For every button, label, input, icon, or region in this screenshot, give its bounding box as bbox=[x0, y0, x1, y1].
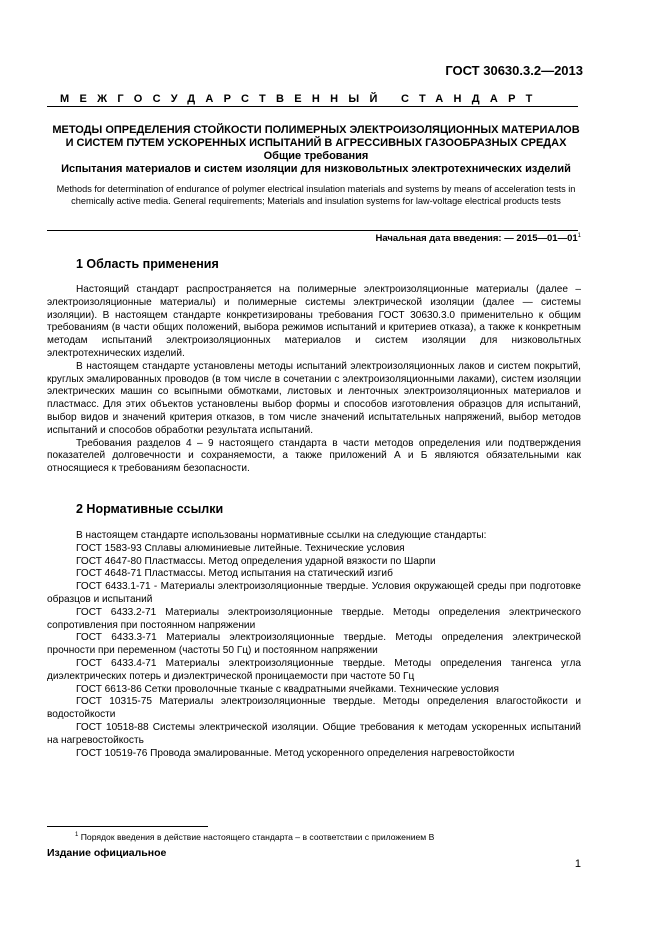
official-edition-label: Издание официальное bbox=[47, 847, 167, 859]
reference-item: ГОСТ 4648-71 Пластмассы. Метод испытания на статический изгиб bbox=[76, 568, 393, 580]
section-1-heading: 1 Область применения bbox=[76, 257, 219, 271]
reference-item: ГОСТ 6433.1-71 - Материалы электроизоляционные твердые. Условия окружающей среды при подготовке образцов и испытаний bbox=[47, 581, 581, 605]
page-number: 1 bbox=[574, 858, 581, 870]
interstate-standard-label: МЕЖГОСУДАРСТВЕННЫЙ СТАНДАРТ bbox=[60, 93, 543, 105]
reference-item: ГОСТ 6433.4-71 Материалы электроизоляционные твердые. Методы определения тангенса угла диэлектрических потерь и диэлектрической проницаемости при частоте 50 Гц bbox=[47, 657, 581, 682]
reference-item: ГОСТ 6613-86 Сетки проволочные тканые с квадратными ячейками. Технические условия bbox=[76, 683, 499, 695]
intro-date bbox=[375, 233, 581, 244]
reference-item: ГОСТ 6433.3-71 Материалы электроизоляционные твердые. Методы определения электрической прочности при переменном (частоты 50 Гц) и постоянном напряжении bbox=[47, 632, 581, 657]
reference-item: ГОСТ 4647-80 Пластмассы. Метод определения ударной вязкости по Шарпи bbox=[76, 555, 436, 567]
reference-item: ГОСТ 10519-76 Провода эмалированные. Метод ускоренного определения нагревостойкости bbox=[76, 747, 515, 759]
paragraph: В настоящем стандарте установлены методы испытаний электроизоляционных лаков и систем покрытий, круглых эмалированных проводов (в том числе в сочетании с электроизоляционными лаками), систем изоляции электрических машин со всыпными обмотками, листовых и ленточных электроизоляционных материалов и пластмасс. Для этих объектов установлены выбор формы и способов изготовления образцов для испытаний, выбор видов и значений критерия отказов, в том числе значений испытательных напряжений, выбор методов испытаний и способов обработки результата испытаний. bbox=[47, 360, 581, 436]
title-line-2: И СИСТЕМ ПУТЕМ УСКОРЕННЫХ ИСПЫТАНИЙ В АГРЕССИВНЫХ ГАЗООБРАЗНЫХ СРЕДАХ bbox=[65, 137, 567, 149]
paragraph: Требования разделов 4 – 9 настоящего стандарта в части методов определения или подтверждения показателей долговечности и сохраняемости, а также приложений А и Б являются обязательными как относящиеся к требованиям безопасности. bbox=[47, 437, 581, 475]
title-line-4: Испытания материалов и систем изоляции для низковольтных электротехнических изделий bbox=[61, 163, 571, 175]
section-2-heading: 2 Нормативные ссылки bbox=[76, 502, 224, 516]
footnote-text: Порядок введения в действие настоящего стандарта – в соответствии с приложением В bbox=[80, 832, 435, 842]
footnote bbox=[75, 832, 434, 842]
paragraph: Настоящий стандарт распространяется на полимерные электроизоляционные материалы (далее – электроизоляционные материалы) и полимерные системы электрической изоляции (далее — системы изоляции). В настоящем стандарте конкретизированы требования ГОСТ 30630.3.0 применительно к общим требованиям (в части общих положений, выбора режимов испытаний и критериев отказа), а также к конкретным методам испытаний электроизоляционных материалов и систем изоляции для низковольтных электротехнических изделий. bbox=[47, 284, 581, 359]
reference-intro: В настоящем стандарте использованы нормативные ссылки на следующие стандарты: bbox=[76, 530, 487, 541]
reference-item: ГОСТ 10518-88 Системы электрической изоляции. Общие требования к методам ускоренных испытаний на нагревостойкость bbox=[47, 721, 581, 746]
reference-item: ГОСТ 10315-75 Материалы электроизоляционные твердые. Методы определения влагостойкости и водостойкости bbox=[47, 696, 581, 721]
normative-references-list bbox=[47, 530, 581, 760]
section-1-body bbox=[47, 284, 581, 476]
english-title: Methods for determination of endurance of polymer electrical insulation materials and systems by means of acceleration tests in chemically active media. General requirements; Materials and insulation systems for law-voltage electrical products tests bbox=[56, 184, 576, 206]
footnote-rule bbox=[47, 826, 208, 827]
title-subtitle: Общие требования bbox=[263, 150, 369, 162]
title-rule bbox=[47, 230, 578, 231]
intro-date-footnote-mark: 1 bbox=[577, 233, 581, 239]
header-rule bbox=[47, 106, 578, 107]
footnote-mark: 1 bbox=[75, 832, 79, 839]
gost-number: ГОСТ 30630.3.2—2013 bbox=[445, 63, 583, 78]
title-line-1: МЕТОДЫ ОПРЕДЕЛЕНИЯ СТОЙКОСТИ ПОЛИМЕРНЫХ ЭЛЕКТРОИЗОЛЯЦИОННЫХ МАТЕРИАЛОВ bbox=[52, 124, 580, 136]
intro-date-text: Начальная дата введения: — 2015—01—01 bbox=[375, 233, 578, 245]
title-block bbox=[47, 124, 585, 176]
reference-item: ГОСТ 1583-93 Сплавы алюминиевые литейные. Технические условия bbox=[76, 542, 405, 554]
reference-item: ГОСТ 6433.2-71 Материалы электроизоляционные твердые. Методы определения электрического сопротивления при постоянном напряжении bbox=[47, 606, 581, 631]
